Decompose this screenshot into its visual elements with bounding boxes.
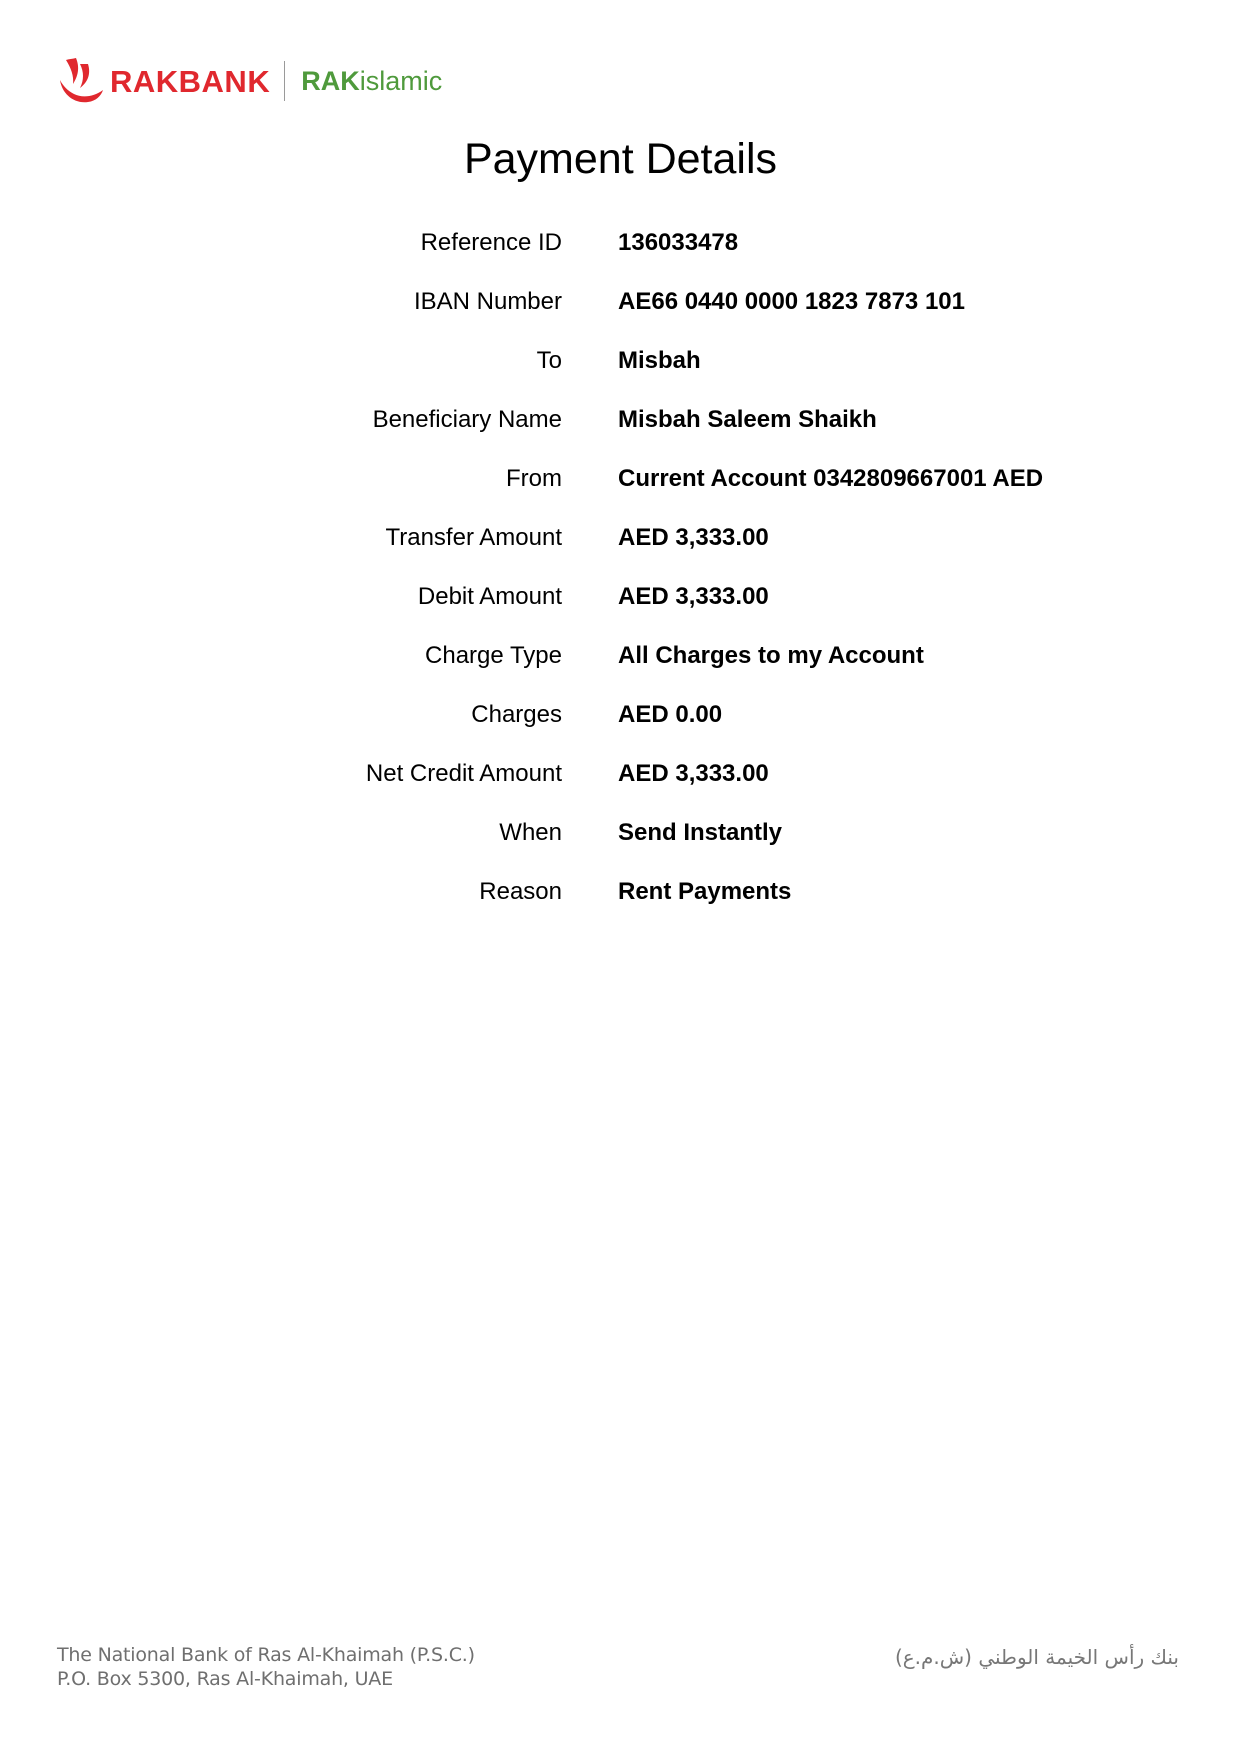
footer-address: P.O. Box 5300, Ras Al-Khaimah, UAE xyxy=(57,1668,393,1690)
detail-value: All Charges to my Account xyxy=(618,642,924,669)
detail-label: Transfer Amount xyxy=(385,524,562,551)
detail-value: Misbah xyxy=(618,347,701,374)
rakbank-wordmark: RAKBANK xyxy=(110,63,271,99)
detail-row-charge-type xyxy=(300,639,1180,698)
rakbank-bird-icon xyxy=(58,56,104,106)
detail-value: Rent Payments xyxy=(618,878,792,905)
footer-bank-name: The National Bank of Ras Al-Khaimah (P.S.C.) xyxy=(57,1644,475,1666)
detail-label: To xyxy=(536,347,562,374)
detail-row-transfer-amount xyxy=(300,521,1180,580)
detail-value: AED 3,333.00 xyxy=(618,583,769,610)
detail-label: Reason xyxy=(479,878,562,905)
detail-row-from xyxy=(300,462,1180,521)
detail-value: AE66 0440 0000 1823 7873 101 xyxy=(618,288,965,315)
detail-label: From xyxy=(506,465,562,492)
footer-bank-info xyxy=(57,1643,475,1691)
rakislamic-wordmark-light: islamic xyxy=(359,65,443,96)
detail-value: AED 0.00 xyxy=(618,701,723,728)
detail-label: Debit Amount xyxy=(417,583,562,610)
detail-row-to xyxy=(300,344,1180,403)
detail-label: Charges xyxy=(471,701,562,728)
payment-details-list xyxy=(300,226,1180,934)
footer-arabic-name: بنك رأس الخيمة الوطني (ش.م.ع) xyxy=(894,1645,1179,1669)
detail-value: AED 3,333.00 xyxy=(618,760,769,787)
detail-label: IBAN Number xyxy=(413,288,562,315)
detail-value: Misbah Saleem Shaikh xyxy=(618,406,877,433)
detail-row-debit-amount xyxy=(300,580,1180,639)
detail-row-net-credit-amount xyxy=(300,757,1180,816)
detail-row-beneficiary-name xyxy=(300,403,1180,462)
detail-row-reason xyxy=(300,875,1180,934)
detail-value: 136033478 xyxy=(618,229,739,256)
detail-label: Reference ID xyxy=(420,229,562,256)
detail-label: When xyxy=(499,819,562,846)
detail-label: Net Credit Amount xyxy=(365,760,562,787)
detail-label: Charge Type xyxy=(425,642,562,669)
rakislamic-wordmark-bold: RAK xyxy=(301,65,360,96)
logo-divider xyxy=(284,61,285,101)
detail-value: AED 3,333.00 xyxy=(618,524,769,551)
detail-row-iban-number xyxy=(300,285,1180,344)
detail-row-reference-id xyxy=(300,226,1180,285)
page-title: Payment Details xyxy=(463,135,778,183)
bank-logo xyxy=(58,56,442,106)
detail-row-when xyxy=(300,816,1180,875)
detail-value: Send Instantly xyxy=(618,819,783,846)
detail-label: Beneficiary Name xyxy=(372,406,562,433)
detail-value: Current Account 0342809667001 AED xyxy=(618,465,1044,492)
detail-row-charges xyxy=(300,698,1180,757)
